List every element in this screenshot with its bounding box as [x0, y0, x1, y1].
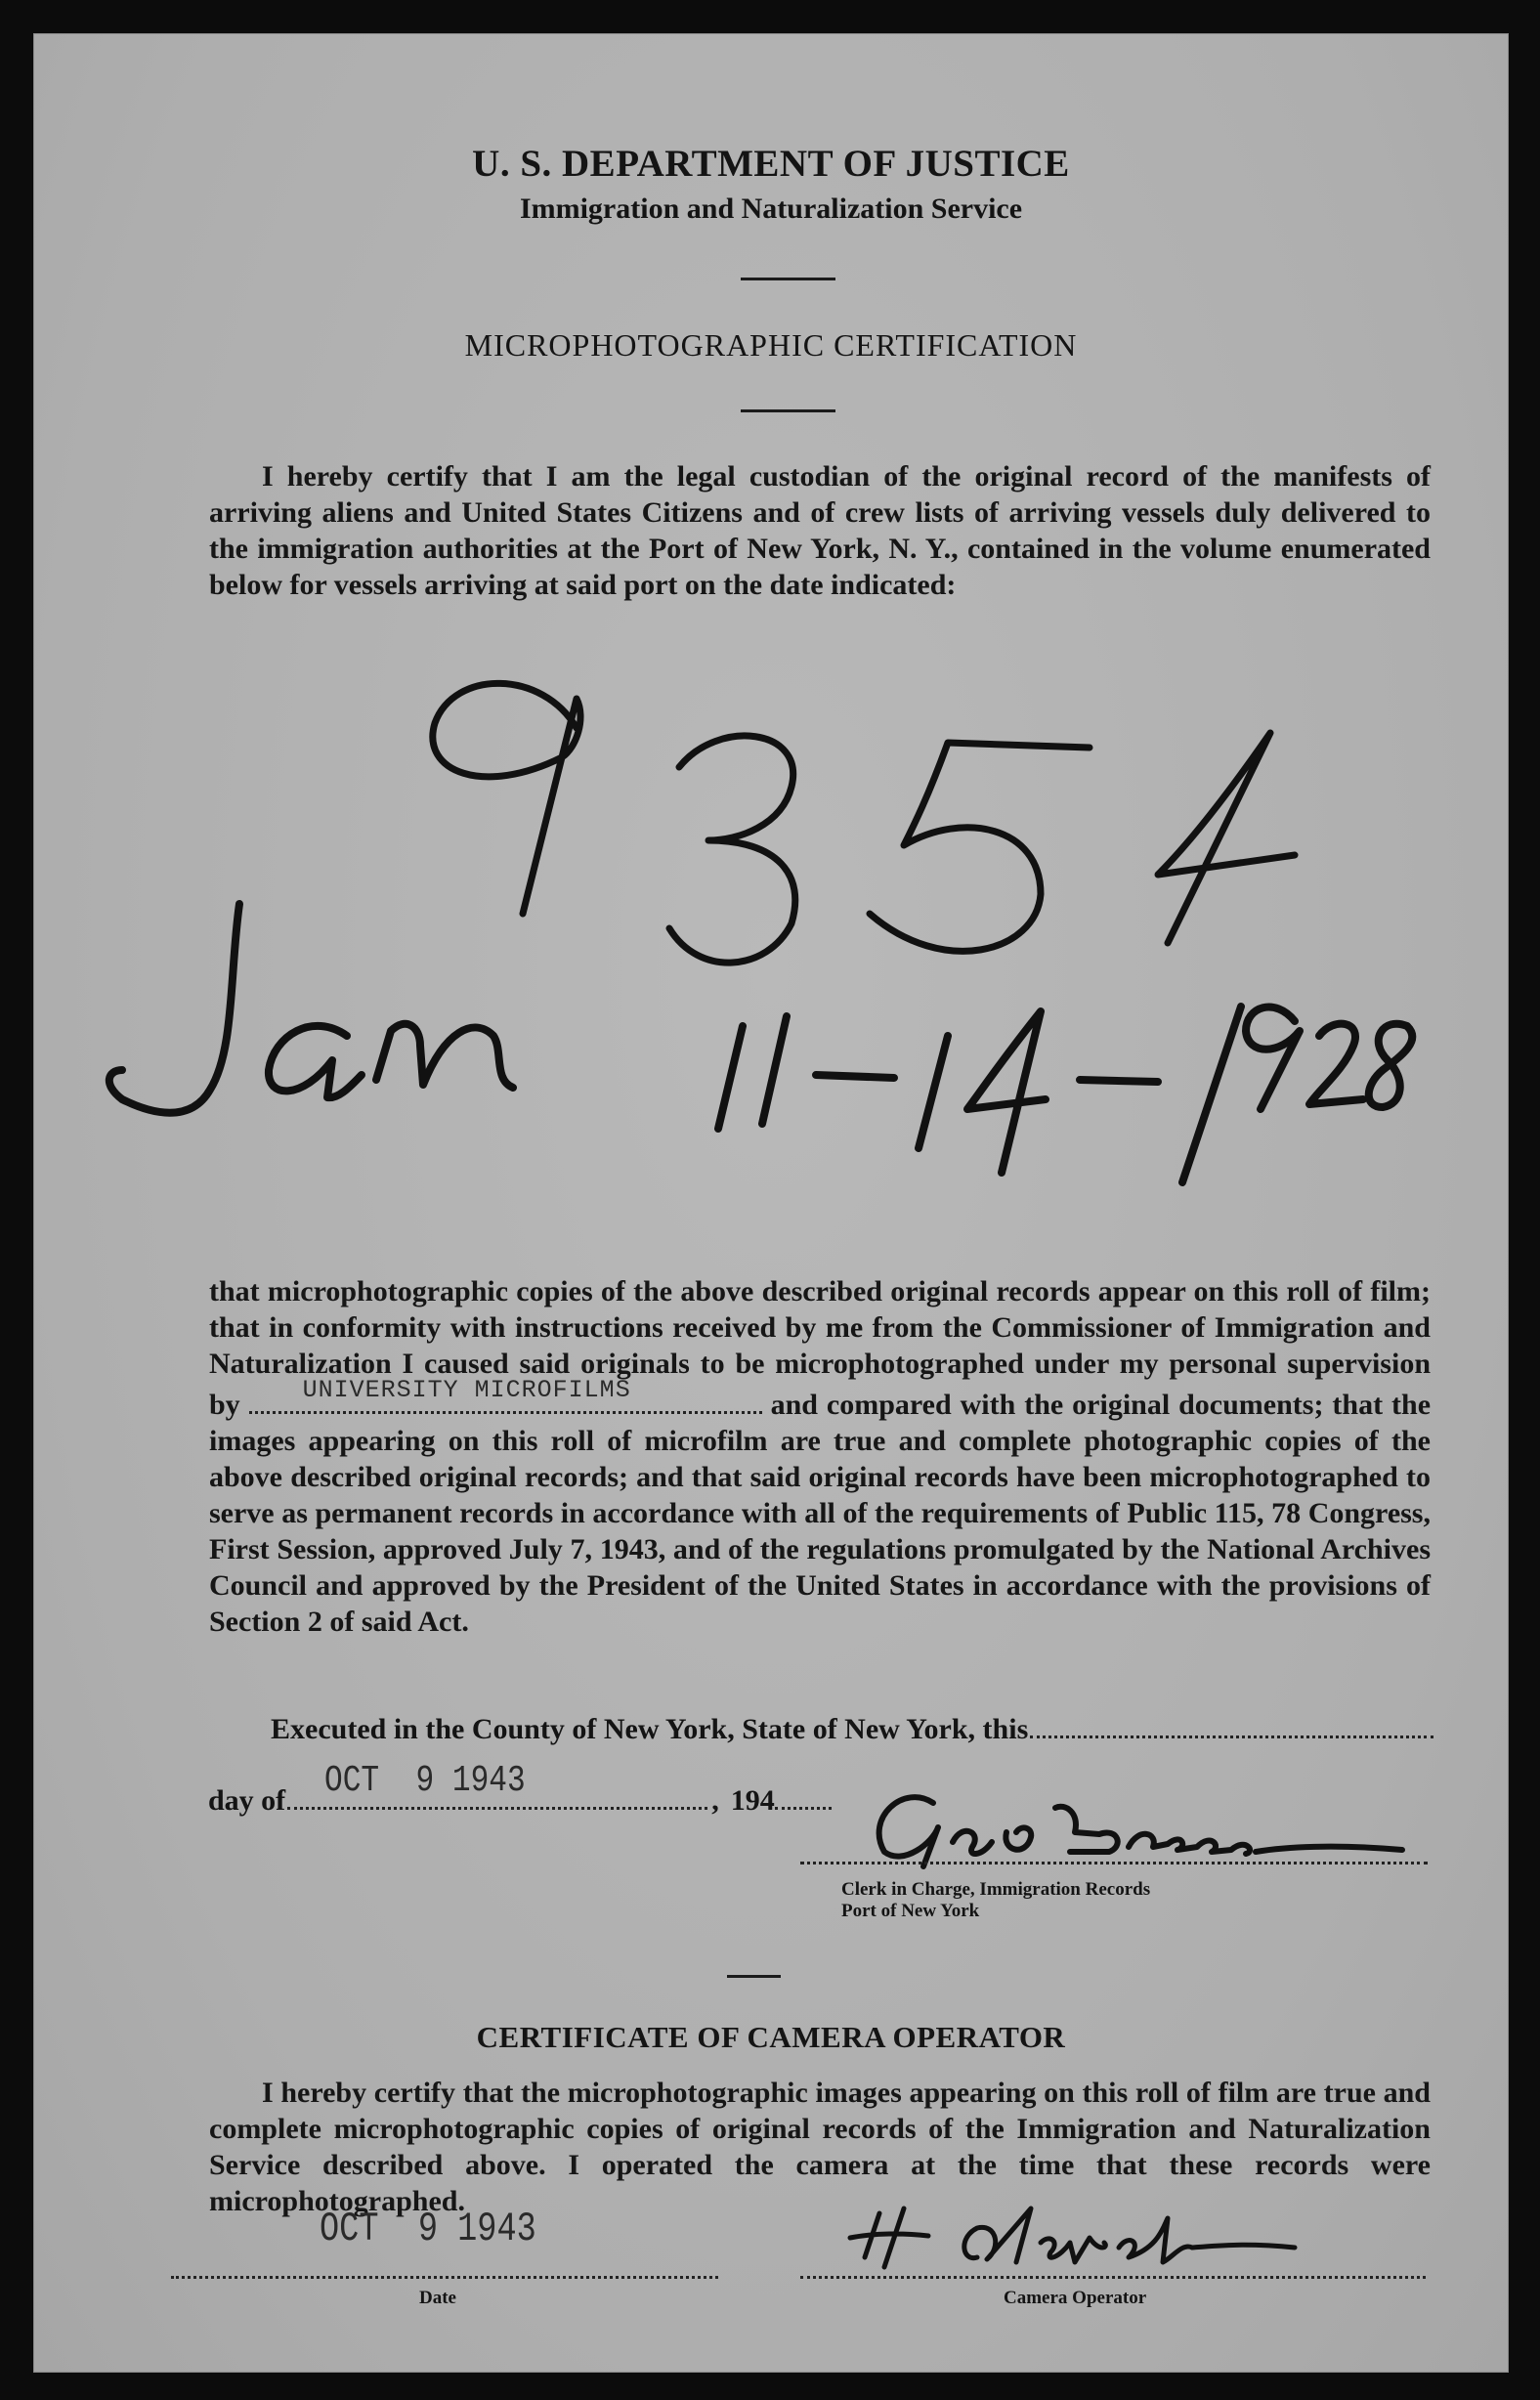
handwritten-date-range: [109, 904, 1412, 1182]
title-divider: [741, 409, 835, 412]
year-suffix-field: [775, 1783, 832, 1810]
clerk-signature: [845, 1774, 1432, 1881]
header-divider: [741, 278, 835, 280]
camera-section-divider: [727, 1975, 781, 1978]
supervisor-stamp: UNIVERSITY MICROFILMS: [302, 1376, 631, 1404]
certificate-page: [33, 33, 1509, 2373]
camera-certificate-title: CERTIFICATE OF CAMERA OPERATOR: [476, 2020, 1066, 2054]
execution-date-stamp: OCT 9 1943: [324, 1760, 526, 1802]
department-heading: U. S. DEPARTMENT OF JUSTICE: [472, 143, 1070, 185]
camera-certificate-text: I hereby certify that the microphotographic images appearing on this roll of film are true and complete microphotographic copies of original records of the Immigration and Naturalization Service described above. I operated the camera at the time that these records were microphotographed.: [209, 2077, 1431, 2217]
camera-operator-line: [800, 2274, 1426, 2279]
camera-date-label: Date: [419, 2288, 456, 2308]
supervisor-field: [249, 1376, 762, 1414]
certification-text-part1: that microphotographic copies of the above described original records appear on this roll of film; that in conformity with instructions received by me from the Commissioner of Immigration and Naturalization I caused said originals to be microphotographed under my personal supervision by: [209, 1275, 1431, 1421]
custodian-paragraph: [209, 458, 1431, 603]
certification-paragraph: [209, 1273, 1431, 1640]
camera-operator-signature: [806, 2189, 1353, 2277]
camera-date-stamp: OCT 9 1943: [320, 2206, 536, 2252]
camera-operator-label: Camera Operator: [1004, 2288, 1147, 2308]
form-title: MICROPHOTOGRAPHIC CERTIFICATION: [464, 327, 1078, 363]
day-of-label: day of: [208, 1784, 286, 1817]
clerk-title-line1: Clerk in Charge, Immigration Records: [841, 1879, 1151, 1900]
handwritten-entries: [34, 640, 1508, 1187]
camera-date-line: [171, 2274, 718, 2279]
executed-day-field: [1030, 1712, 1433, 1738]
clerk-title-line2: Port of New York: [841, 1901, 980, 1921]
service-subheading: Immigration and Naturalization Service: [519, 193, 1023, 225]
certification-text-part2: and compared with the original documents; that the images appearing on this roll of microfilm are true and complete photographic copies of the above described original records; and that said original records have been microphotographed to serve as permanent records in accordance with all of the requirements of Public 115, 78 Congress, First Session, approved July 7, 1943, and of the regulations promulgated by the National Archives Council and approved by the President of the United States in accordance with the provisions of Section 2 of said Act.: [209, 1389, 1432, 1638]
handwritten-volume-number: [433, 683, 1295, 963]
day-of-line: day of OCT 9 1943 , 194: [208, 1781, 853, 1818]
executed-text: Executed in the County of New York, State of New York, this: [271, 1713, 1029, 1745]
executed-line: [271, 1712, 1433, 1746]
custodian-paragraph-text: I hereby certify that I am the legal custodian of the original record of the manifests of arriving aliens and United States Citizens and of crew lists of arriving vessels duly delivered to the immigration authorities at the Port of New York, N. Y., contained in the volume enumerated below for vessels arriving at said port on the date indicated:: [209, 460, 1431, 601]
year-prefix: 194: [730, 1784, 775, 1817]
clerk-signature-line: [800, 1860, 1428, 1864]
